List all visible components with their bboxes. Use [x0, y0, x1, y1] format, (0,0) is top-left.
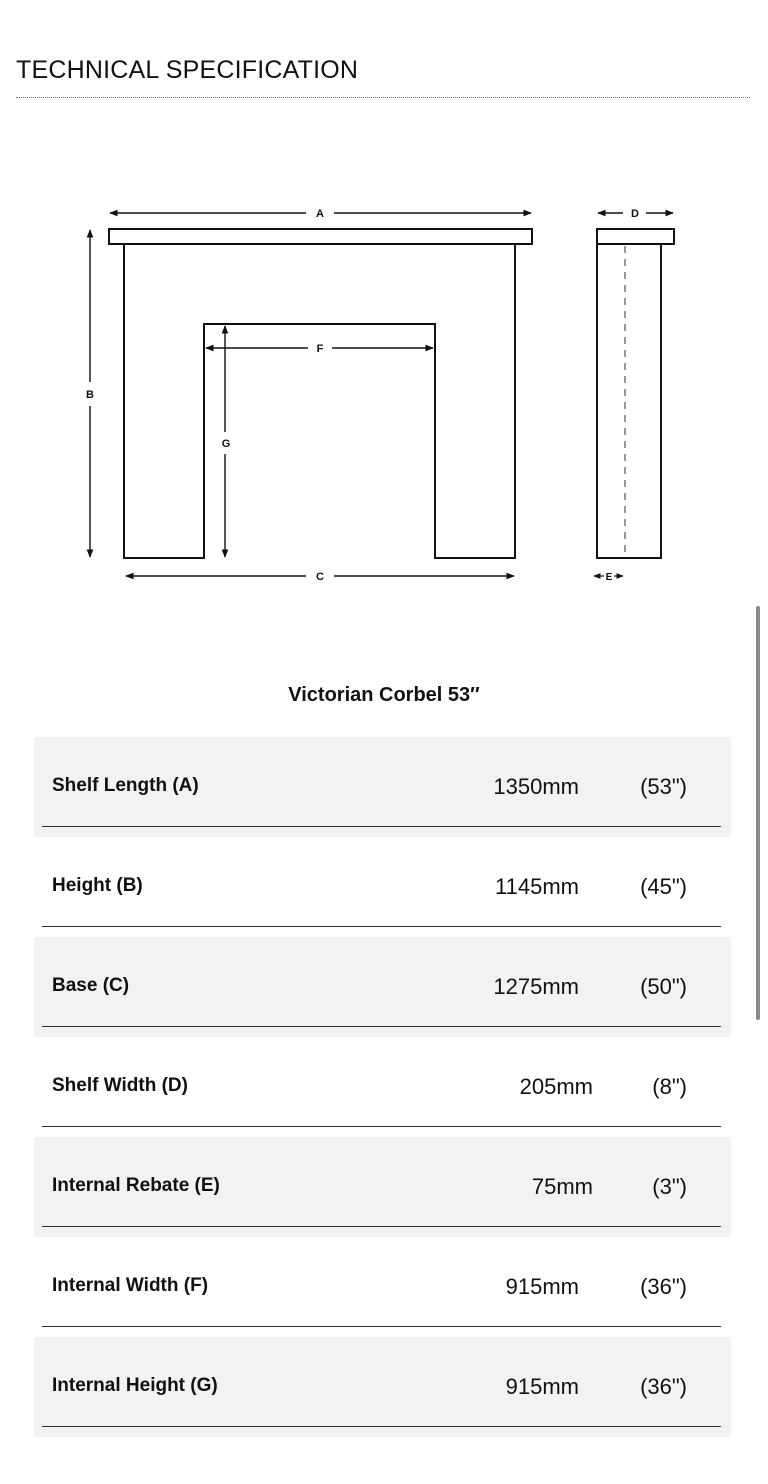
spec-value-mm: 1350mm	[493, 774, 579, 799]
row-divider	[42, 826, 721, 827]
product-title: Victorian Corbel 53″	[288, 684, 480, 706]
spec-label: Shelf Length (A)	[52, 775, 199, 796]
table-row	[34, 1137, 731, 1237]
page-title: TECHNICAL SPECIFICATION	[16, 56, 359, 84]
row-divider	[42, 926, 721, 927]
dimension-label-f: F	[316, 343, 324, 355]
spec-label: Shelf Width (D)	[52, 1075, 188, 1096]
heading-divider	[16, 97, 750, 98]
spec-value-mm: 75mm	[531, 1174, 593, 1199]
dimension-label-g: G	[221, 438, 231, 450]
dimension-label-b: B	[86, 389, 94, 401]
row-divider	[42, 1326, 721, 1327]
row-divider	[42, 1026, 721, 1027]
row-divider	[42, 1126, 721, 1127]
spec-value-inches: (36")	[640, 1274, 687, 1299]
table-row	[34, 737, 731, 837]
spec-label: Internal Height (G)	[52, 1375, 218, 1396]
spec-table	[34, 737, 731, 1437]
dimension-label-a: A	[316, 208, 324, 220]
dimension-label-e: E	[605, 572, 613, 583]
table-row	[34, 937, 731, 1037]
spec-label: Internal Rebate (E)	[52, 1175, 220, 1196]
table-row	[34, 1037, 731, 1137]
spec-value-inches: (36")	[640, 1374, 687, 1399]
spec-label: Height (B)	[52, 875, 143, 896]
dimension-label-c: C	[316, 571, 324, 583]
spec-value-inches: (3")	[652, 1174, 687, 1199]
spec-value-mm: 1145mm	[495, 874, 579, 899]
spec-value-inches: (53")	[640, 774, 687, 799]
spec-value-inches: (8")	[652, 1074, 687, 1099]
table-row	[34, 1237, 731, 1337]
side-shelf	[597, 229, 674, 244]
mantel-shelf	[109, 229, 532, 244]
mantel-surround	[124, 244, 515, 558]
spec-value-mm: 1275mm	[493, 974, 579, 999]
spec-value-mm: 205mm	[519, 1074, 593, 1099]
spec-value-inches: (45")	[640, 874, 687, 899]
table-row	[34, 1337, 731, 1437]
scrollbar[interactable]	[756, 606, 760, 1020]
spec-value-mm: 915mm	[505, 1374, 579, 1399]
spec-value-inches: (50")	[640, 974, 687, 999]
side-profile	[597, 244, 661, 558]
row-divider	[42, 1226, 721, 1227]
dimension-label-d: D	[631, 208, 639, 220]
row-divider	[42, 1426, 721, 1427]
spec-label: Internal Width (F)	[52, 1275, 209, 1296]
spec-value-mm: 915mm	[505, 1274, 579, 1299]
table-row	[34, 837, 731, 937]
fireplace-dimension-diagram	[0, 190, 768, 600]
spec-label: Base (C)	[52, 975, 130, 996]
